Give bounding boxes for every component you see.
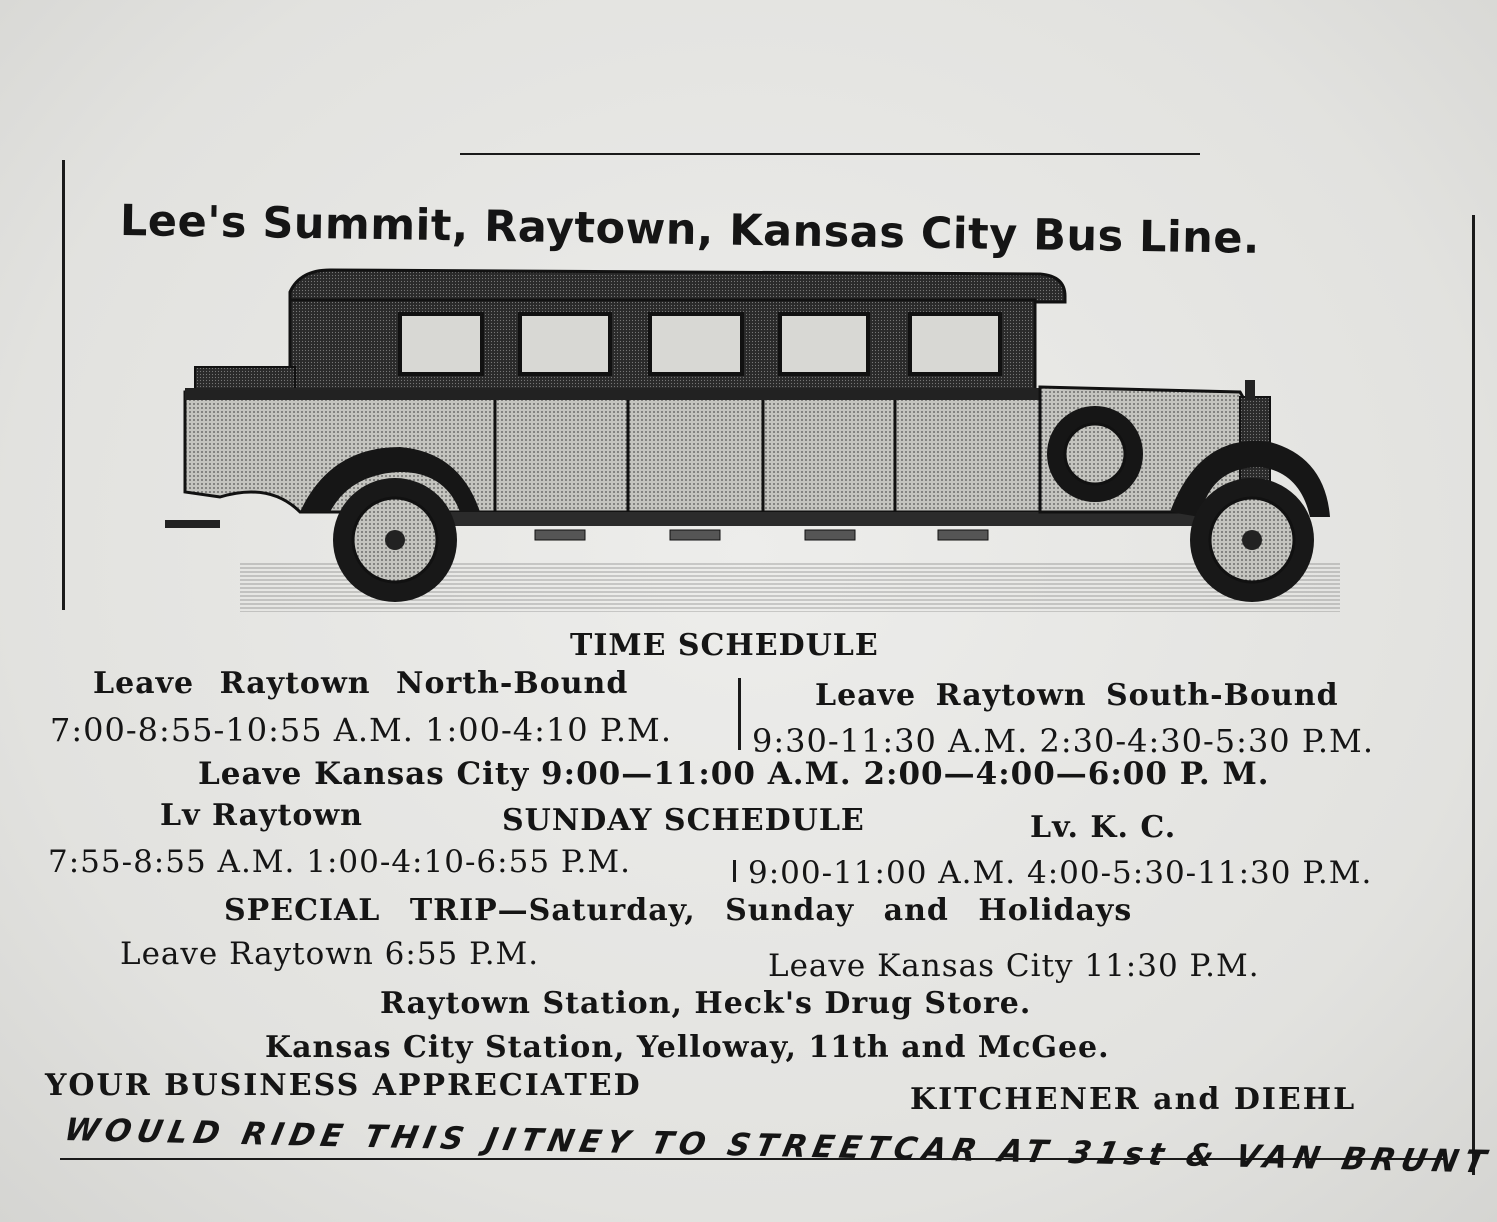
sunday-divider bbox=[733, 860, 736, 882]
kansas-city-station: Kansas City Station, Yelloway, 11th and McGee. bbox=[265, 1030, 1110, 1065]
sunday-right-times: 9:00-11:00 A.M. 4:00-5:30-11:30 P.M. bbox=[748, 855, 1373, 891]
ad-title: Lee's Summit, Raytown, Kansas City Bus Line. bbox=[119, 196, 1261, 264]
sunday-left-times: 7:55-8:55 A.M. 1:00-4:10-6:55 P.M. bbox=[48, 844, 631, 880]
south-bound-label: Leave Raytown South-Bound bbox=[815, 678, 1339, 713]
raytown-station: Raytown Station, Heck's Drug Store. bbox=[380, 986, 1032, 1021]
north-bound-label: Leave Raytown North-Bound bbox=[93, 666, 629, 701]
sunday-schedule-heading: SUNDAY SCHEDULE bbox=[502, 803, 865, 838]
handwritten-note: WOULD RIDE THIS JITNEY TO STREETCAR AT 31st & VAN BRUNT bbox=[61, 1112, 1495, 1181]
left-rule bbox=[62, 160, 65, 610]
top-rule bbox=[460, 153, 1200, 155]
schedule-divider bbox=[738, 678, 741, 750]
sunday-left-label: Lv Raytown bbox=[160, 798, 363, 833]
business-appreciated: YOUR BUSINESS APPRECIATED bbox=[45, 1068, 642, 1103]
time-schedule-heading: TIME SCHEDULE bbox=[570, 628, 879, 663]
right-rule bbox=[1472, 215, 1475, 1175]
bus-illustration bbox=[160, 262, 1340, 622]
special-trip-raytown: Leave Raytown 6:55 P.M. bbox=[120, 936, 540, 972]
special-trip-heading: SPECIAL TRIP—Saturday, Sunday and Holidays bbox=[224, 893, 1133, 928]
kansas-city-departures: Leave Kansas City 9:00—11:00 A.M. 2:00—4:00—6:00 P. M. bbox=[198, 756, 1270, 792]
sunday-right-label: Lv. K. C. bbox=[1030, 810, 1177, 845]
proprietors: KITCHENER and DIEHL bbox=[910, 1082, 1357, 1117]
special-trip-kansas-city: Leave Kansas City 11:30 P.M. bbox=[768, 948, 1260, 984]
north-bound-times: 7:00-8:55-10:55 A.M. 1:00-4:10 P.M. bbox=[50, 711, 672, 749]
south-bound-times: 9:30-11:30 A.M. 2:30-4:30-5:30 P.M. bbox=[752, 722, 1374, 760]
